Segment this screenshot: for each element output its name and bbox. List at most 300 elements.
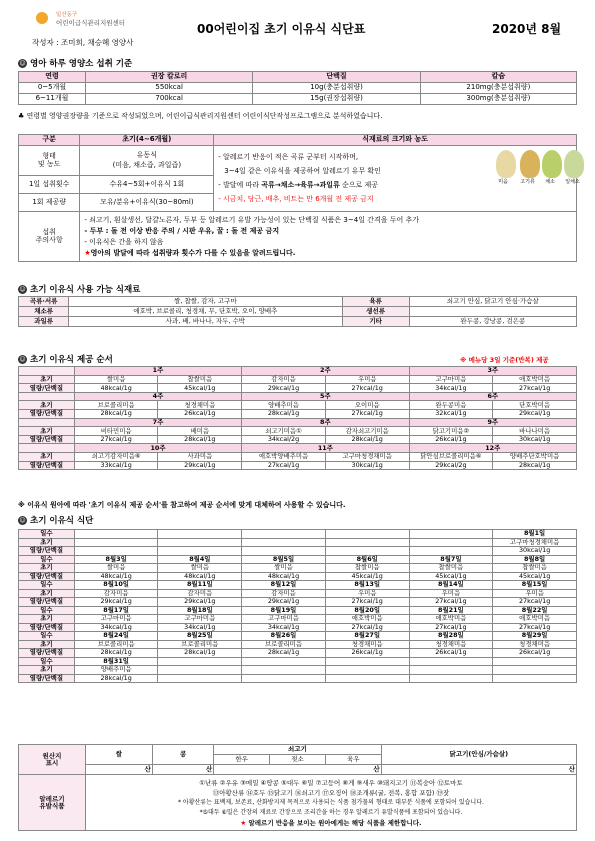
menu-cal-cell: 28kcal/1g	[74, 674, 158, 683]
guide-desc4: - 시금치, 당근, 배추, 비트는 만 6개월 전 제공 금지	[218, 195, 374, 203]
table-cell: 6~11개월	[19, 94, 86, 105]
allergy-line5-text: 알레르기 반응을 보이는 원아에게는 해당 식품을 제한합니다.	[248, 818, 422, 827]
order-table	[18, 366, 577, 470]
menu-item-cell: 우미음	[325, 589, 409, 598]
menu-cal-cell: 26kcal/1g	[325, 649, 409, 658]
caution4-text: 영아의 발달에 따라 섭취량과 횟수가 다를 수 있음을 알려드립니다.	[90, 248, 296, 257]
order-row-label: 초기	[19, 452, 75, 461]
col-protein: 단백질	[253, 72, 420, 83]
caution-label: 섭취 주의사항	[19, 212, 80, 262]
menu-table	[18, 529, 577, 683]
menu-item-cell: 고구마미음	[158, 615, 242, 624]
img-label-3: 채소	[545, 179, 555, 185]
order-menu-cell: 오이미음	[325, 401, 409, 410]
menu-day-cell: 8월10일	[74, 581, 158, 590]
menu-row-label: 초기	[19, 564, 75, 573]
order-row-label: 초기	[19, 401, 75, 410]
order-week-label: 1주	[74, 367, 241, 376]
order-week-label: 2주	[242, 367, 409, 376]
order-week-label: 7주	[74, 418, 241, 427]
menu-day-cell	[409, 530, 493, 539]
ingredients-table	[18, 296, 577, 327]
menu-day-cell: 8월22일	[493, 606, 577, 615]
table-cell: 15g(권장섭취량)	[253, 94, 420, 105]
ingredient-val: 쇠고기 안심, 닭고기 안심·가슴살	[409, 297, 576, 307]
order-cal-cell: 27kcal/1g	[325, 409, 409, 418]
guide-r1-value	[80, 146, 214, 176]
menu-day-cell	[325, 530, 409, 539]
menu-item-cell: 청경채미음	[325, 640, 409, 649]
menu-day-cell: 8월6일	[325, 555, 409, 564]
menu-item-cell: 고구마미음	[242, 615, 326, 624]
caution1: - 쇠고기, 흰살생선, 달걀노른자, 두부 등 알레르기 유발 가능성이 있는 단백질 식품은 3~4일 간격을 두어 추가	[84, 215, 419, 224]
order-menu-cell: 찹쌀미음	[158, 375, 242, 384]
allergy-line4: *⑤대두 ⑥밀은 간장의 재료로 간장으로 조리간을 하는 경우 알레르기 유발식품에 포함되어 있습니다.	[199, 808, 463, 816]
order-cal-cell: 29kcal/1g	[242, 384, 326, 393]
menu-day-cell: 8월25일	[158, 632, 242, 641]
order-menu-cell: 고구마청경채미음	[325, 452, 409, 461]
menu-item-cell: 감자미음	[74, 589, 158, 598]
menu-day-cell: 8월7일	[409, 555, 493, 564]
order-week-label: 10주	[74, 444, 241, 453]
ingredient-key: 육류	[342, 297, 409, 307]
table-cell: 0~5개월	[19, 83, 86, 94]
menu-day-cell: 8월11일	[158, 581, 242, 590]
order-menu-cell: 우미음	[325, 375, 409, 384]
menu-day-cell: 8월13일	[325, 581, 409, 590]
menu-row-label: 일수	[19, 632, 75, 641]
date-title: 2020년 8월	[492, 22, 562, 36]
food-images	[496, 150, 586, 212]
logo-emblem-icon	[36, 12, 48, 24]
menu-day-cell	[325, 657, 409, 666]
order-menu-cell: 양배추미음	[242, 401, 326, 410]
origin-rice: 쌀	[85, 745, 152, 765]
table-cell: 300mg(충분섭취량)	[420, 94, 576, 105]
order-row-label: 열량/단백질	[19, 461, 75, 470]
menu-item-cell: 애호박미음	[409, 615, 493, 624]
menu-item-cell	[325, 666, 409, 675]
menu-day-cell: 8월18일	[158, 606, 242, 615]
table-cell: 700kcal	[85, 94, 252, 105]
menu-cal-cell: 45kcal/1g	[325, 572, 409, 581]
order-menu-cell: 사과미음	[158, 452, 242, 461]
menu-item-cell: 쌀미음	[158, 564, 242, 573]
guide-r3-value: 모유/분유+이유식(30~80ml)	[80, 194, 214, 212]
order-cal-cell: 45kcal/1g	[158, 384, 242, 393]
menu-row-label: 열량/단백질	[19, 649, 75, 658]
order-cal-cell: 28kcal/1g	[493, 461, 577, 470]
order-cal-cell: 28kcal/1g	[242, 409, 326, 418]
menu-day-cell: 8월15일	[493, 581, 577, 590]
order-cal-cell: 34kcal/2g	[242, 435, 326, 444]
menu-item-cell: 청경채미음	[409, 640, 493, 649]
menu-item-cell: 우미음	[409, 589, 493, 598]
origin-val-beef: 산	[214, 765, 381, 775]
order-week-blank	[19, 418, 75, 427]
porridge-image	[496, 150, 516, 178]
smile-icon: ☺	[19, 355, 26, 363]
origin-table	[18, 744, 577, 775]
menu-day-cell	[158, 530, 242, 539]
origin-sub-beef: 육우	[325, 755, 381, 765]
order-week-label: 5주	[242, 392, 409, 401]
allergy-table	[18, 774, 577, 831]
menu-day-cell: 8월28일	[409, 632, 493, 641]
menu-cal-cell: 48kcal/1g	[74, 572, 158, 581]
club-icon: ♣	[18, 112, 27, 120]
section-ingredients-label: 초기 이유식 사용 가능 식재료	[30, 285, 141, 295]
ingredient-val	[409, 307, 576, 317]
menu-item-cell: 쌀미음	[74, 564, 158, 573]
author-text: 작성자 : 조미희, 채승혜 영양사	[32, 38, 134, 47]
ingredient-val: 쌀, 찹쌀, 감자, 고구마	[69, 297, 342, 307]
menu-cal-cell: 48kcal/1g	[158, 572, 242, 581]
order-week-label: 3주	[409, 367, 576, 376]
guide-r1-b: (미음, 채소즙, 과일즙)	[112, 160, 182, 169]
menu-day-cell: 8월21일	[409, 606, 493, 615]
ingredient-val: 사과, 배, 바나나, 자두, 수박	[69, 317, 342, 327]
menu-item-cell	[409, 538, 493, 547]
menu-cal-cell: 27kcal/1g	[409, 598, 493, 607]
caution4	[84, 248, 572, 259]
menu-day-cell: 8월27일	[325, 632, 409, 641]
guide-r3-label: 1회 제공량	[19, 194, 80, 212]
logo-sub: 일산동구	[56, 12, 78, 18]
order-cal-cell: 33kcal/1g	[74, 461, 158, 470]
ingredient-key: 채소류	[19, 307, 69, 317]
menu-item-cell	[74, 538, 158, 547]
guide-desc3-c: 순으로 제공	[339, 181, 379, 189]
guide-table	[18, 134, 580, 262]
allergy-content	[85, 775, 576, 831]
order-cal-cell: 30kcal/1g	[325, 461, 409, 470]
menu-item-cell: 브로콜리미음	[242, 640, 326, 649]
leafy-image	[564, 150, 584, 178]
order-week-blank	[19, 392, 75, 401]
menu-row-label: 열량/단백질	[19, 598, 75, 607]
menu-cal-cell: 27kcal/1g	[325, 623, 409, 632]
menu-cal-cell	[493, 674, 577, 683]
table-cell: 210mg(충분섭취량)	[420, 83, 576, 94]
menu-row-label: 일수	[19, 555, 75, 564]
origin-val-chicken: 산	[381, 765, 576, 775]
meat-image	[520, 150, 540, 178]
order-menu-cell: 고구마미음	[409, 375, 493, 384]
menu-item-cell: 우미음	[493, 589, 577, 598]
menu-cal-cell: 29kcal/1g	[74, 598, 158, 607]
star-icon: ★	[240, 818, 249, 827]
order-cal-cell: 29kcal/1g	[493, 409, 577, 418]
menu-row-label: 열량/단백질	[19, 674, 75, 683]
menu-row-label: 일수	[19, 530, 75, 539]
order-footnote: ※ 이유식 원아에 따라 '초기 이유식 제공 순서'를 참고하여 제공 순서에 맞게 대체하여 사용할 수 있습니다.	[18, 501, 346, 509]
order-menu-cell: 애호박미음	[493, 375, 577, 384]
menu-item-cell: 애호박미음	[325, 615, 409, 624]
menu-item-cell	[158, 666, 242, 675]
order-menu-cell: 감자쇠고기미음	[325, 427, 409, 436]
menu-row-label: 초기	[19, 666, 75, 675]
menu-item-cell: 고구마미음	[74, 615, 158, 624]
menu-day-cell: 8월8일	[493, 555, 577, 564]
section-nutrition-title	[18, 57, 132, 69]
guide-desc1: - 알레르기 반응이 적은 곡류 군부터 시작하며,	[218, 153, 359, 161]
menu-day-cell: 8월26일	[242, 632, 326, 641]
order-note: ※ 메뉴당 3일 기준(반복) 제공	[460, 356, 549, 364]
menu-cal-cell	[409, 674, 493, 683]
menu-cal-cell: 26kcal/1g	[493, 649, 577, 658]
menu-cal-cell	[74, 547, 158, 556]
menu-day-cell: 8월20일	[325, 606, 409, 615]
order-menu-cell: 완두콩미음	[409, 401, 493, 410]
order-menu-cell: 애호박양배추미음	[242, 452, 326, 461]
order-cal-cell: 26kcal/1g	[409, 435, 493, 444]
menu-item-cell	[242, 538, 326, 547]
allergy-label: 알레르기 유발식품	[19, 775, 86, 831]
order-menu-cell: 쌀미음	[74, 375, 158, 384]
guide-desc3-a: - 발달에 따라	[218, 181, 262, 189]
order-menu-cell: 닭고기미음②	[409, 427, 493, 436]
menu-day-cell: 8월29일	[493, 632, 577, 641]
order-week-label: 4주	[74, 392, 241, 401]
menu-day-cell: 8월4일	[158, 555, 242, 564]
menu-day-cell: 8월31일	[74, 657, 158, 666]
menu-cal-cell	[325, 547, 409, 556]
menu-item-cell	[493, 666, 577, 675]
col-calcium: 칼슘	[420, 72, 576, 83]
section-order-title	[18, 353, 113, 365]
menu-item-cell	[409, 666, 493, 675]
guide-r2-label: 1일 섭취횟수	[19, 176, 80, 194]
menu-item-cell: 양배추미음	[74, 666, 158, 675]
order-cal-cell: 27kcal/1g	[493, 384, 577, 393]
menu-cal-cell: 28kcal/1g	[158, 649, 242, 658]
guide-desc2: 3~4일 같은 이유식을 제공하여 알레르기 유무 확인	[224, 167, 381, 175]
order-cal-cell: 29kcal/1g	[158, 461, 242, 470]
order-cal-cell: 28kcal/1g	[74, 409, 158, 418]
menu-cal-cell	[158, 674, 242, 683]
section-ingredients-title	[18, 283, 140, 295]
logo	[22, 10, 182, 40]
order-week-blank	[19, 367, 75, 376]
order-row-label: 열량/단백질	[19, 435, 75, 444]
guide-r2-value: 수유4~5회+이유식 1회	[80, 176, 214, 194]
menu-day-cell: 8월17일	[74, 606, 158, 615]
menu-cal-cell: 29kcal/1g	[242, 598, 326, 607]
menu-cal-cell	[242, 547, 326, 556]
menu-day-cell	[493, 657, 577, 666]
origin-sub-han: 한우	[214, 755, 270, 765]
menu-cal-cell: 48kcal/1g	[242, 572, 326, 581]
allergy-line5	[89, 818, 573, 828]
menu-cal-cell: 34kcal/1g	[242, 623, 326, 632]
origin-beef: 쇠고기	[214, 745, 381, 755]
smile-icon: ☺	[19, 516, 26, 524]
menu-day-cell	[74, 530, 158, 539]
order-week-label: 11주	[242, 444, 409, 453]
menu-cal-cell: 45kcal/1g	[409, 572, 493, 581]
menu-day-cell: 8월3일	[74, 555, 158, 564]
origin-label: 원산지 표시	[19, 745, 86, 775]
nutrition-table	[18, 71, 577, 105]
allergy-line2: ⑬아황산류 ⑭호두 ⑮닭고기 ⑯쇠고기 ⑰오징어 ⑱조개류(굴, 전복, 홍합 포함) ⑲잣	[212, 788, 450, 797]
menu-item-cell: 고구마청경채미음	[493, 538, 577, 547]
order-cal-cell: 27kcal/1g	[325, 384, 409, 393]
allergy-line3: * 아황산류는 표백제, 보존료, 산화방지제 목적으로 사용되는 식품 첨가물의 형태로 대부분 식품에 포함되어 있습니다.	[178, 798, 484, 806]
img-label-1: 미음	[498, 179, 508, 185]
menu-item-cell: 감자미음	[242, 589, 326, 598]
menu-cal-cell: 27kcal/1g	[325, 598, 409, 607]
order-cal-cell: 34kcal/1g	[409, 384, 493, 393]
menu-row-label: 열량/단백질	[19, 623, 75, 632]
menu-item-cell: 브로콜리미음	[158, 640, 242, 649]
col-age: 연령	[19, 72, 86, 83]
img-label-2: 고기류	[520, 179, 535, 185]
menu-item-cell: 청경채미음	[493, 640, 577, 649]
ingredient-key: 생선류	[342, 307, 409, 317]
star-icon: ★	[84, 248, 91, 257]
order-menu-cell: 쇠고기미음①	[242, 427, 326, 436]
page-title: 00어린이집 초기 이유식 식단표	[197, 22, 366, 36]
guide-desc	[214, 146, 580, 212]
order-menu-cell: 감자미음	[242, 375, 326, 384]
menu-day-cell	[409, 657, 493, 666]
menu-day-cell	[158, 657, 242, 666]
order-cal-cell: 27kcal/1g	[74, 435, 158, 444]
ingredient-key: 기타	[342, 317, 409, 327]
guide-r1-a: 유동식	[136, 151, 157, 160]
guide-col2: 초기(4~6개월)	[80, 135, 214, 146]
order-row-label: 초기	[19, 375, 75, 384]
guide-col3: 식재료의 크기와 농도	[214, 135, 577, 146]
menu-day-cell: 8월14일	[409, 581, 493, 590]
order-cal-cell: 29kcal/2g	[409, 461, 493, 470]
menu-cal-cell: 29kcal/1g	[158, 598, 242, 607]
menu-day-cell	[242, 530, 326, 539]
origin-chicken: 닭고기(안심/가슴살)	[381, 745, 576, 765]
menu-row-label: 열량/단백질	[19, 572, 75, 581]
menu-cal-cell	[158, 547, 242, 556]
menu-item-cell: 쌀미음	[242, 564, 326, 573]
allergy-line1: ①난류 ②우유 ③메밀 ④땅콩 ⑤대두 ⑥밀 ⑦고등어 ⑧게 ⑨새우 ⑩돼지고기 ⑪복숭아 ⑫토마토	[199, 778, 463, 787]
menu-cal-cell: 45kcal/1g	[493, 572, 577, 581]
caution-text	[80, 212, 577, 262]
menu-cal-cell: 30kcal/1g	[493, 547, 577, 556]
ingredient-key: 과일류	[19, 317, 69, 327]
menu-item-cell: 감자미음	[158, 589, 242, 598]
menu-item-cell: 찹쌀미음	[325, 564, 409, 573]
menu-item-cell: 찹쌀미음	[493, 564, 577, 573]
ingredient-val: 애호박, 브로콜리, 청경채, 무, 단호박, 오이, 양배추	[69, 307, 342, 317]
menu-item-cell: 애호박미음	[493, 615, 577, 624]
order-cal-cell: 26kcal/1g	[158, 409, 242, 418]
origin-sub-dairy: 젖소	[270, 755, 326, 765]
menu-cal-cell: 28kcal/1g	[74, 649, 158, 658]
menu-day-cell: 8월19일	[242, 606, 326, 615]
img-label-4: 잎채소	[565, 179, 580, 185]
order-week-label: 12주	[409, 444, 576, 453]
origin-val-rice: 산	[85, 765, 152, 775]
menu-item-cell	[158, 538, 242, 547]
menu-item-cell	[242, 666, 326, 675]
order-menu-cell: 청경채미음	[158, 401, 242, 410]
order-menu-cell: 배미음	[158, 427, 242, 436]
menu-cal-cell: 26kcal/1g	[409, 649, 493, 658]
smile-icon: ☺	[19, 59, 26, 67]
menu-day-cell	[242, 657, 326, 666]
order-cal-cell: 30kcal/1g	[493, 435, 577, 444]
order-menu-cell: 비타민미음	[74, 427, 158, 436]
order-cal-cell: 48kcal/1g	[74, 384, 158, 393]
order-menu-cell: 단호박미음	[493, 401, 577, 410]
table-cell: 10g(충분섭취량)	[253, 83, 420, 94]
order-menu-cell: 닭안심브로콜리미음⑥	[409, 452, 493, 461]
ingredient-val: 완두콩, 강낭콩, 검은콩	[409, 317, 576, 327]
menu-cal-cell: 28kcal/1g	[242, 649, 326, 658]
order-cal-cell: 27kcal/1g	[242, 461, 326, 470]
section-menu-title	[18, 514, 93, 526]
col-calorie: 권장 칼로리	[85, 72, 252, 83]
caution3: - 이유식은 간을 하지 않음	[84, 237, 164, 246]
menu-cal-cell	[242, 674, 326, 683]
menu-row-label: 초기	[19, 589, 75, 598]
order-cal-cell: 32kcal/1g	[409, 409, 493, 418]
menu-row-label: 초기	[19, 615, 75, 624]
menu-day-cell: 8월24일	[74, 632, 158, 641]
menu-item-cell: 찹쌀미음	[409, 564, 493, 573]
order-menu-cell: 바나나미음	[493, 427, 577, 436]
order-cal-cell: 28kcal/1g	[325, 435, 409, 444]
guide-desc3-b: 곡류→채소→육류→과일류	[261, 181, 340, 189]
order-menu-cell: 양배추단호박미음	[493, 452, 577, 461]
nutrition-note-text: 연령별 영양권장량을 기준으로 작성되었으며, 어린이급식관리지원센터 어린이식단작성프로그램으로 분석하였습니다.	[26, 112, 383, 120]
order-row-label: 열량/단백질	[19, 384, 75, 393]
section-order-label: 초기 이유식 제공 순서	[30, 355, 113, 365]
section-menu-label: 초기 이유식 식단	[30, 516, 94, 526]
menu-cal-cell: 27kcal/1g	[409, 623, 493, 632]
order-menu-cell: 브로콜리미음	[74, 401, 158, 410]
vegetable-image	[542, 150, 562, 178]
menu-row-label: 일수	[19, 657, 75, 666]
menu-cal-cell	[325, 674, 409, 683]
origin-bean: 콩	[152, 745, 213, 765]
order-row-label: 열량/단백질	[19, 409, 75, 418]
menu-day-cell: 8월1일	[493, 530, 577, 539]
menu-day-cell: 8월12일	[242, 581, 326, 590]
menu-row-label: 일수	[19, 581, 75, 590]
order-week-label: 8주	[242, 418, 409, 427]
order-week-label: 6주	[409, 392, 576, 401]
order-row-label: 초기	[19, 427, 75, 436]
menu-cal-cell	[409, 547, 493, 556]
menu-row-label: 초기	[19, 538, 75, 547]
caution2: - 두부 : 돌 전 이상 반응 주의 / 시판 우유, 꿀 : 돌 전 제공 금지	[84, 226, 280, 235]
menu-row-label: 일수	[19, 606, 75, 615]
table-cell: 550kcal	[85, 83, 252, 94]
order-menu-cell: 쇠고기감자미음⑥	[74, 452, 158, 461]
section-nutrition-label: 영아 하루 영양소 섭취 기준	[30, 59, 133, 69]
menu-day-cell: 8월5일	[242, 555, 326, 564]
order-week-label: 9주	[409, 418, 576, 427]
smile-icon: ☺	[19, 285, 26, 293]
ingredient-key: 곡류·서류	[19, 297, 69, 307]
guide-col1: 구분	[19, 135, 80, 146]
menu-cal-cell: 34kcal/1g	[74, 623, 158, 632]
menu-cal-cell: 34kcal/1g	[158, 623, 242, 632]
header	[22, 10, 577, 50]
nutrition-note	[18, 111, 382, 121]
menu-item-cell: 브로콜리미음	[74, 640, 158, 649]
